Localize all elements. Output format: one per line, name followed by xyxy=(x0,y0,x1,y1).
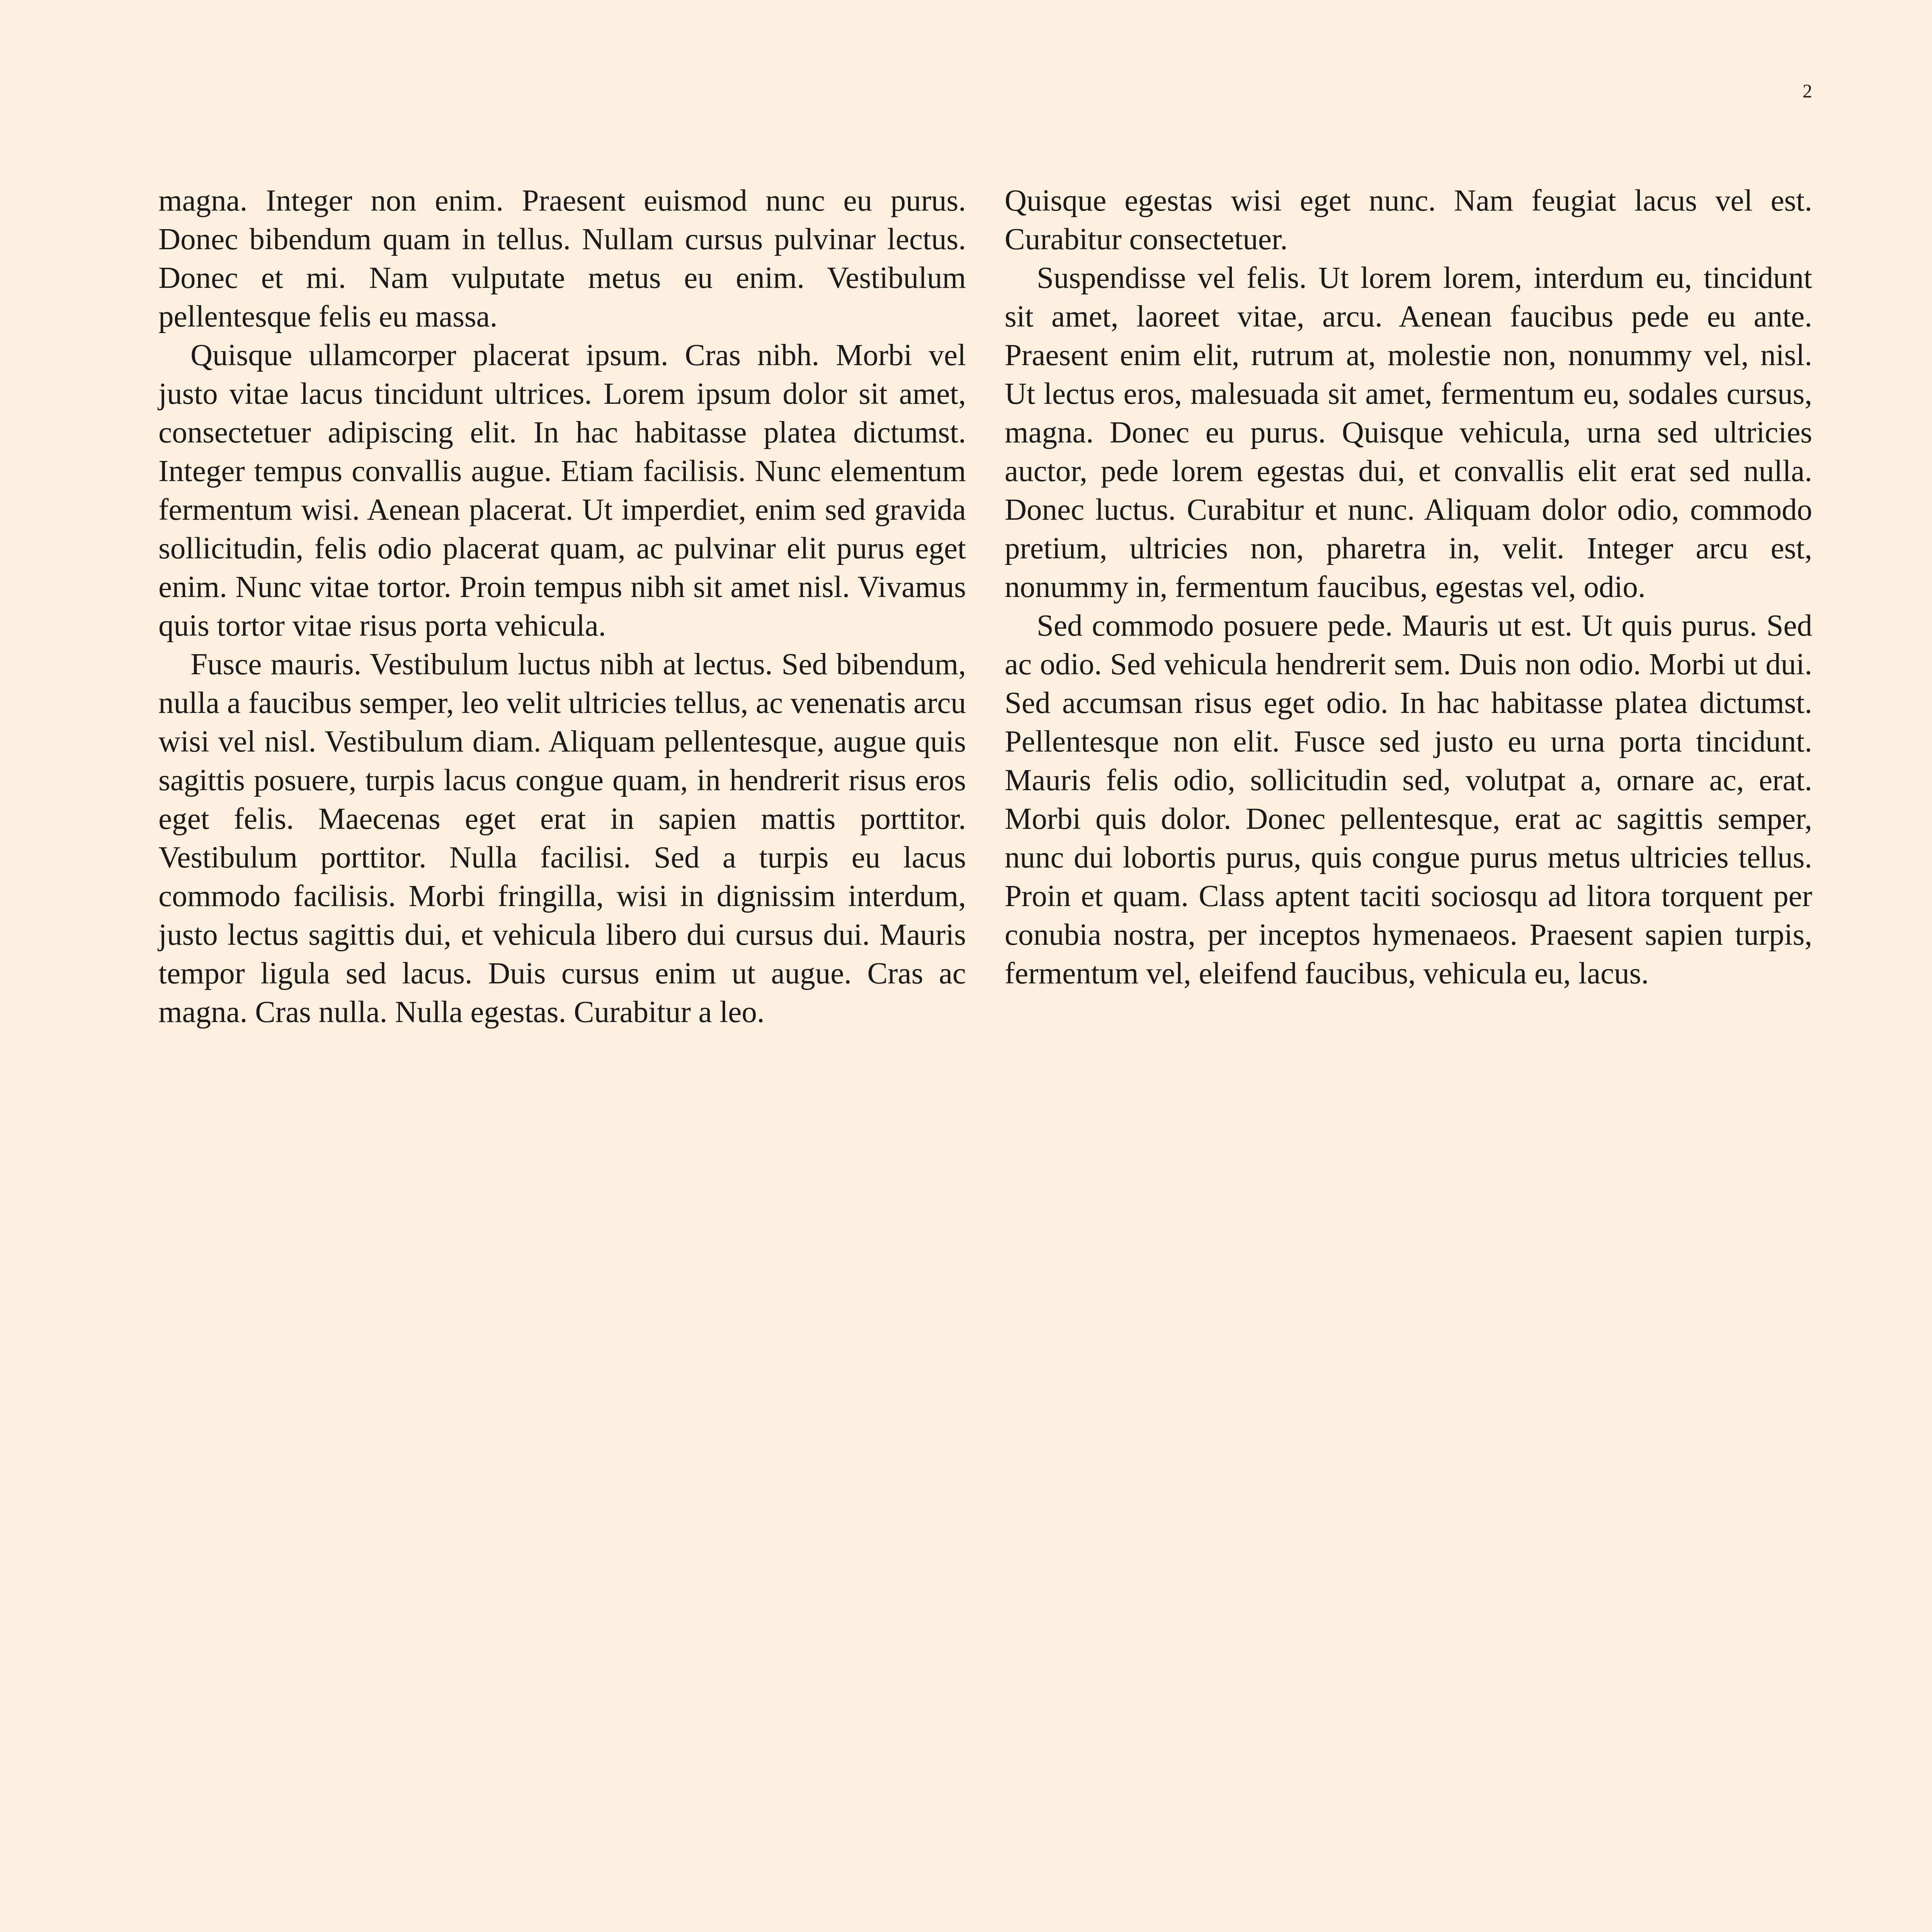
paragraph: magna. Integer non enim. Praesent euismod nunc eu purus. Donec bibendum quam in tellus. Nullam cursus pulvinar lectus. Donec et mi. Nam vulputate metus eu enim. Vestibulum pellentesque felis eu massa. xyxy=(158,184,966,333)
left-column xyxy=(158,182,966,1032)
right-column xyxy=(1005,182,1812,993)
paragraph: Fusce mauris. Vestibulum luctus nibh at lectus. Sed bibendum, nulla a faucibus semper, leo velit ultricies tellus, ac venenatis arcu wisi vel nisl. Vestibulum diam. Aliquam pellentesque, augue quis sagittis posuere, turpis lacus congue quam, in hendrerit risus eros eget felis. Maecenas eget erat in sapien mattis porttitor. Vestibulum porttitor. Nulla facilisi. Sed a turpis eu lacus commodo facilisis. Morbi fringilla, wisi in dignissim interdum, justo lectus sagittis dui, et vehicula libero dui cursus dui. Mauris tempor ligula sed lacus. Duis cursus enim ut augue. Cras ac magna. Cras nulla. Nulla egestas. Curabitur a leo. xyxy=(158,648,966,1029)
paragraph: Suspendisse vel felis. Ut lorem lorem, interdum eu, tincidunt sit amet, laoreet vitae, arcu. Aenean faucibus pede eu ante. Praesent enim elit, rutrum at, molestie non, nonummy vel, nisl. Ut lectus eros, malesuada sit amet, fermentum eu, sodales cursus, magna. Donec eu purus. Quisque vehicula, urna sed ultricies auctor, pede lorem egestas dui, et convallis elit erat sed nulla. Donec luctus. Curabitur et nunc. Aliquam dolor odio, commodo pretium, ultricies non, pharetra in, velit. Integer arcu est, nonummy in, fermentum faucibus, egestas vel, odio. xyxy=(1005,261,1812,604)
paragraph: Quisque egestas wisi eget nunc. Nam feugiat lacus vel est. Curabitur consectetuer. xyxy=(1005,184,1812,256)
page-number: 2 xyxy=(1803,80,1812,102)
paragraph: Sed commodo posuere pede. Mauris ut est. Ut quis purus. Sed ac odio. Sed vehicula hendrerit sem. Duis non odio. Morbi ut dui. Sed accumsan risus eget odio. In hac habitasse platea dictumst. Pellentesque non elit. Fusce sed justo eu urna porta tincidunt. Mauris felis odio, sollicitudin sed, volutpat a, ornare ac, erat. Morbi quis dolor. Donec pellentesque, erat ac sagittis semper, nunc dui lobortis purus, quis congue purus metus ultricies tellus. Proin et quam. Class aptent taciti sociosqu ad litora torquent per conubia nostra, per inceptos hymenaeos. Praesent sapien turpis, fermentum vel, eleifend faucibus, vehicula eu, lacus. xyxy=(1005,609,1812,990)
paragraph: Quisque ullamcorper placerat ipsum. Cras nibh. Morbi vel justo vitae lacus tincidunt ultrices. Lorem ipsum dolor sit amet, consectetuer adipiscing elit. In hac habitasse platea dictumst. Integer tempus convallis augue. Etiam facilisis. Nunc elementum fermentum wisi. Aenean placerat. Ut imperdiet, enim sed gravida sollicitudin, felis odio placerat quam, ac pulvinar elit purus eget enim. Nunc vitae tortor. Proin tempus nibh sit amet nisl. Vivamus quis tortor vitae risus porta vehicula. xyxy=(158,338,966,643)
